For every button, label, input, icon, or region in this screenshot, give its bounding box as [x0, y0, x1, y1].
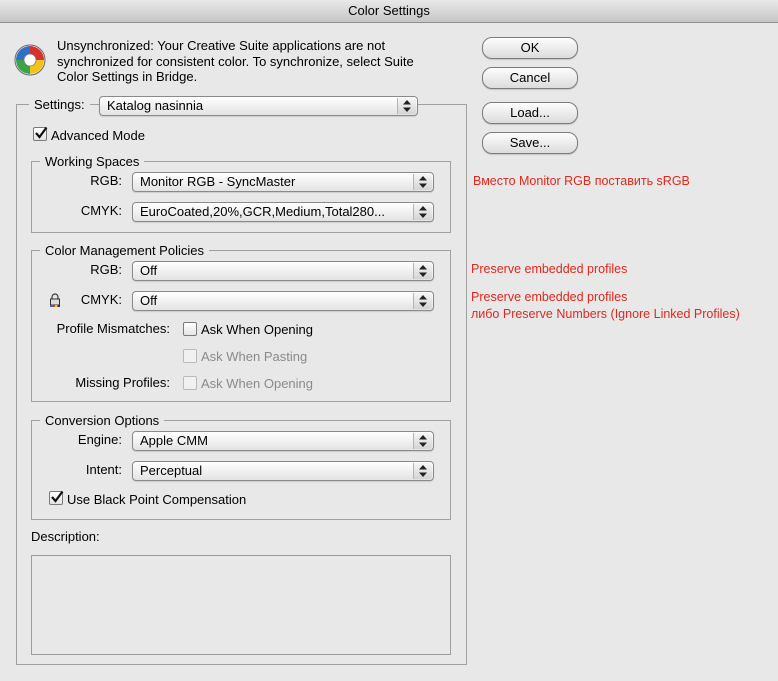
missing-ask-opening-checkbox[interactable] — [183, 376, 197, 390]
policy-rgb-select[interactable] — [132, 261, 434, 281]
ws-rgb-label: RGB: — [90, 173, 122, 188]
color-wheel-icon — [14, 44, 46, 76]
policy-rgb-label: RGB: — [90, 262, 122, 277]
settings-value: Katalog nasinnia — [107, 98, 204, 113]
ask-opening-label: Ask When Opening — [201, 322, 314, 337]
ask-pasting-checkbox[interactable] — [183, 349, 197, 363]
updown-arrows-icon — [413, 293, 432, 309]
working-spaces-title: Working Spaces — [40, 154, 144, 169]
note-rgb-policy: Preserve embedded profiles — [471, 262, 628, 276]
window-title-bar — [0, 0, 778, 23]
profile-mismatches-label: Profile Mismatches: — [56, 321, 170, 336]
settings-select[interactable] — [99, 96, 418, 116]
engine-label: Engine: — [77, 432, 122, 447]
ws-cmyk-select[interactable] — [132, 202, 434, 222]
note-rgb-working: Вместо Monitor RGB поставить sRGB — [473, 174, 690, 188]
window-title: Color Settings — [348, 3, 430, 18]
conversion-title: Conversion Options — [40, 413, 164, 428]
lock-icon — [49, 293, 61, 307]
ws-cmyk-label: CMYK: — [80, 203, 122, 218]
note-cmyk-policy-1: Preserve embedded profiles — [471, 290, 628, 304]
advanced-mode-checkbox[interactable] — [33, 127, 47, 141]
updown-arrows-icon — [413, 204, 432, 220]
black-point-label: Use Black Point Compensation — [67, 492, 247, 507]
policy-cmyk-label: CMYK: — [80, 292, 122, 307]
intent-value: Perceptual — [140, 463, 203, 478]
policy-cmyk-select[interactable] — [132, 291, 434, 311]
description-box — [31, 555, 451, 655]
updown-arrows-icon — [413, 263, 432, 279]
checkmark-icon — [50, 490, 64, 504]
cancel-button[interactable]: Cancel — [482, 67, 578, 89]
settings-label: Settings: — [29, 97, 90, 112]
description-label: Description: — [31, 529, 100, 544]
updown-arrows-icon — [413, 174, 432, 190]
sync-message: Unsynchronized: Your Creative Suite applications are not synchronized for consistent color. To synchronize, select Suite Color Settings in Bridge. — [57, 38, 414, 84]
ask-opening-checkbox[interactable] — [183, 322, 197, 336]
missing-profiles-label: Missing Profiles: — [75, 375, 170, 390]
checkmark-icon — [34, 126, 48, 140]
policy-rgb-value: Off — [140, 263, 158, 278]
ws-rgb-value: Monitor RGB - SyncMaster — [140, 174, 296, 189]
missing-ask-opening-label: Ask When Opening — [201, 376, 314, 391]
engine-select[interactable] — [132, 431, 434, 451]
note-cmyk-policy-2: либо Preserve Numbers (Ignore Linked Profiles) — [471, 307, 740, 321]
ws-rgb-select[interactable] — [132, 172, 434, 192]
load-button[interactable]: Load... — [482, 102, 578, 124]
policy-cmyk-value: Off — [140, 293, 158, 308]
advanced-mode-label: Advanced Mode — [51, 128, 145, 143]
policies-title: Color Management Policies — [40, 243, 209, 258]
updown-arrows-icon — [413, 463, 432, 479]
intent-select[interactable] — [132, 461, 434, 481]
updown-arrows-icon — [413, 433, 432, 449]
ask-pasting-label: Ask When Pasting — [201, 349, 308, 364]
engine-value: Apple CMM — [140, 433, 208, 448]
ok-button[interactable]: OK — [482, 37, 578, 59]
ws-cmyk-value: EuroCoated,20%,GCR,Medium,Total280... — [140, 204, 385, 219]
intent-label: Intent: — [85, 462, 122, 477]
save-button[interactable]: Save... — [482, 132, 578, 154]
updown-arrows-icon — [397, 98, 416, 114]
black-point-checkbox[interactable] — [49, 491, 63, 505]
